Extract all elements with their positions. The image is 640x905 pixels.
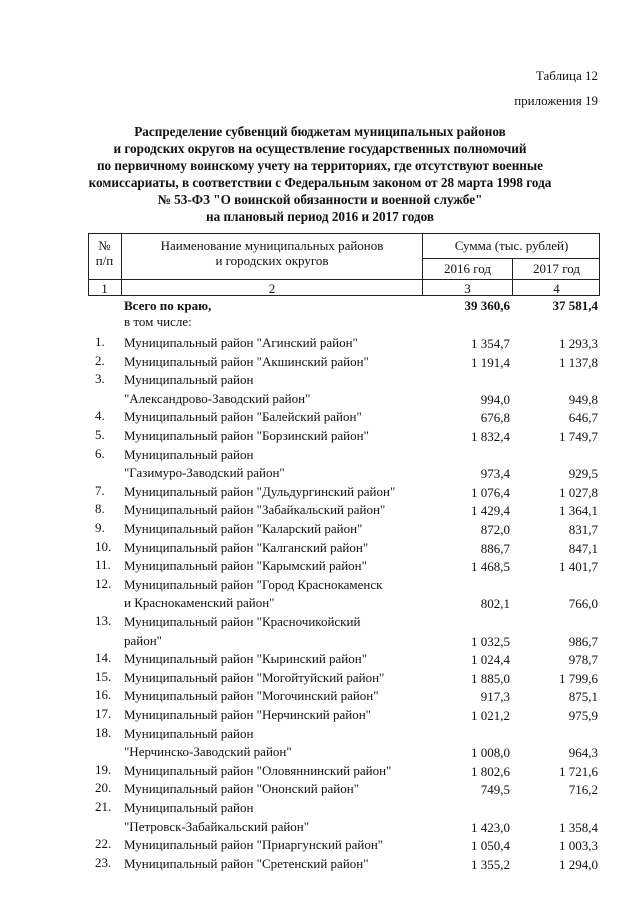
row-name-line: Муниципальный район "Акшинский район" [124,353,369,369]
row-name-line: и Краснокаменский район" [124,595,275,611]
value-2017: 1 027,8 [559,484,598,500]
row-name [124,855,424,874]
row-name [124,613,424,650]
row-name-line: Муниципальный район "Красночикойский [124,614,361,629]
value-2017: 1 799,6 [559,670,598,686]
row-number: 18. [95,724,112,740]
title-line: на плановый период 2016 и 2017 годов [206,209,434,224]
row-number: 7. [95,482,105,498]
title-line: комиссариаты, в соответствии с Федеральным законом от 28 марта 1998 года [88,175,552,190]
index-cell: 3 [464,281,471,296]
index-cell: 4 [553,281,560,296]
value-2016: 1 885,0 [471,670,510,686]
title-line: по первичному воинскому учету на территориях, где отсутствуют военные [96,158,544,173]
value-2016: 802,1 [480,596,510,612]
index-cell: 1 [101,281,108,296]
value-2017: 1 749,7 [559,429,598,444]
value-2016: 973,4 [480,466,510,482]
title-line: и городских округов на осуществление государственных полномочий [113,141,527,156]
row-number: 23. [95,854,112,870]
row-name-line: "Александрово-Заводский район" [124,390,311,406]
value-2016: 1 423,0 [471,819,510,835]
value-2016: 1 024,4 [471,652,510,668]
value-2017: 975,9 [568,708,598,723]
row-name-line: Муниципальный район "Город Краснокаменск [124,576,383,592]
row-number: 20. [95,780,112,796]
row-name [124,483,424,502]
value-2017: 1 137,8 [559,354,598,370]
row-name-line: Муниципальный район "Борзинский район" [124,428,369,443]
value-2016: 994,0 [480,391,510,407]
row-name-line: Муниципальный район "Кыринский район" [124,651,368,667]
row-number: 2. [95,352,105,368]
value-2017: 978,7 [568,652,598,668]
value-2017: 986,7 [568,633,598,649]
row-number: 14. [95,650,112,666]
row-name [124,557,424,576]
row-number: 11. [95,557,111,573]
value-2017: 1 293,3 [559,336,598,351]
value-2017: 766,0 [568,596,598,612]
row-name-line: Муниципальный район [124,372,254,388]
value-2017: 1 401,7 [559,559,598,575]
row-name-line: "Газимуро-Заводский район" [124,465,285,481]
row-name-line: Муниципальный район "Оловяннинский район" [124,762,392,778]
row-number: 8. [95,501,105,517]
total-sub-label: в том числе: [124,314,192,329]
row-number: 13. [95,613,112,628]
value-2017: 929,5 [568,466,598,482]
table-label: Таблица 12 [535,68,598,83]
value-2017: 949,8 [568,391,598,407]
value-2017: 831,7 [568,522,598,537]
index-cell: 2 [268,281,276,296]
row-name [124,669,424,688]
row-number: 5. [95,427,105,442]
value-2016: 676,8 [480,410,510,426]
row-name-line: Муниципальный район "Сретенский район" [124,855,369,871]
row-name [124,836,424,855]
row-name-line: Муниципальный район [124,446,254,462]
value-2017: 646,7 [568,410,598,426]
row-name-line: Муниципальный район "Карымский район" [124,558,367,574]
value-2016: 1 354,7 [471,336,510,351]
row-name [124,799,424,836]
value-2016: 1 076,4 [471,484,510,500]
row-name-line: Муниципальный район "Калганский район" [124,539,369,555]
row-number: 12. [95,575,112,591]
row-name-line: Муниципальный район "Могочинский район" [124,688,379,704]
value-2017: 716,2 [568,782,598,798]
row-name-line: Муниципальный район "Могойтуйский район" [124,669,385,685]
row-number: 15. [95,668,112,684]
total-2017: 37 581,4 [552,298,598,313]
value-2016: 1 468,5 [471,559,510,575]
value-2017: 964,3 [568,745,598,761]
row-number: 1. [95,334,105,349]
row-name [124,706,424,725]
row-number: 3. [95,371,105,387]
value-2017: 875,1 [568,689,598,705]
row-name [124,334,424,353]
row-number: 9. [95,520,105,535]
row-name [124,446,424,483]
value-2016: 1 355,2 [471,856,510,872]
row-name-line: Муниципальный район [124,725,254,741]
col-sum-header: Сумма (тыс. рублей) [454,238,569,253]
row-name [124,539,424,558]
row-number: 17. [95,706,112,721]
total-2016: 39 360,6 [464,298,510,313]
value-2017: 1 358,4 [559,819,598,835]
row-name-line: Муниципальный район "Дульдургинский район" [124,483,396,499]
row-name [124,762,424,781]
row-name-line: "Петровск-Забайкальский район" [124,818,310,834]
row-name [124,427,424,446]
row-name-line: Муниципальный район "Забайкальский район" [124,502,386,518]
row-number: 21. [95,799,112,814]
row-name-line: Муниципальный район [124,800,254,815]
value-2016: 886,7 [480,540,510,556]
value-2016: 1 021,2 [471,708,510,723]
row-name-line: Муниципальный район "Ононский район" [124,781,360,797]
row-name-line: район" [124,632,162,648]
value-2017: 1 721,6 [559,763,598,779]
value-2016: 1 050,4 [471,838,510,854]
value-2016: 1 802,6 [471,763,510,779]
value-2016: 749,5 [480,782,510,798]
row-name [124,780,424,799]
value-2017: 1 364,1 [559,503,598,519]
row-name-line: Муниципальный район "Каларский район" [124,521,363,536]
row-name-line: Муниципальный район "Балейский район" [124,409,362,425]
value-2016: 872,0 [480,522,510,537]
row-number: 22. [95,836,112,852]
row-name-line: "Нерчинско-Заводский район" [124,744,292,760]
value-2016: 917,3 [480,689,510,705]
total-label: Всего по краю, [124,298,212,313]
col-2016-header: 2016 год [444,261,491,276]
row-number: 10. [95,538,112,554]
col-no-header: № п/п [95,238,114,268]
row-number: 4. [95,408,105,424]
row-number: 16. [95,687,112,703]
row-name [124,725,424,762]
row-name [124,371,424,408]
row-name [124,687,424,706]
value-2016: 1 832,4 [471,429,510,444]
document-title [80,123,560,225]
value-2016: 1 032,5 [471,633,510,649]
row-name [124,520,424,539]
title-line: Распределение субвенций бюджетам муниципальных районов [134,124,506,139]
value-2017: 847,1 [568,540,598,556]
row-name [124,650,424,669]
row-number: 6. [95,445,105,461]
col-2017-header: 2017 год [533,261,580,276]
row-name [124,576,424,613]
row-number: 19. [95,761,112,777]
value-2017: 1 294,0 [559,856,598,872]
value-2017: 1 003,3 [559,838,598,854]
value-2016: 1 429,4 [471,503,510,519]
appendix-label: приложения 19 [514,93,598,108]
value-2016: 1 191,4 [471,354,510,370]
table-header [88,233,600,296]
col-name-header: Наименование муниципальных районов и городских округов [160,238,384,268]
row-name [124,501,424,520]
row-name [124,408,424,427]
row-name-line: Муниципальный район "Агинский район" [124,335,358,350]
title-line: № 53-ФЗ "О воинской обязанности и военной службе" [157,192,483,207]
value-2016: 1 008,0 [471,745,510,761]
row-name-line: Муниципальный район "Нерчинский район" [124,707,371,722]
row-name [124,353,424,372]
row-name-line: Муниципальный район "Приаргунский район" [124,837,384,853]
